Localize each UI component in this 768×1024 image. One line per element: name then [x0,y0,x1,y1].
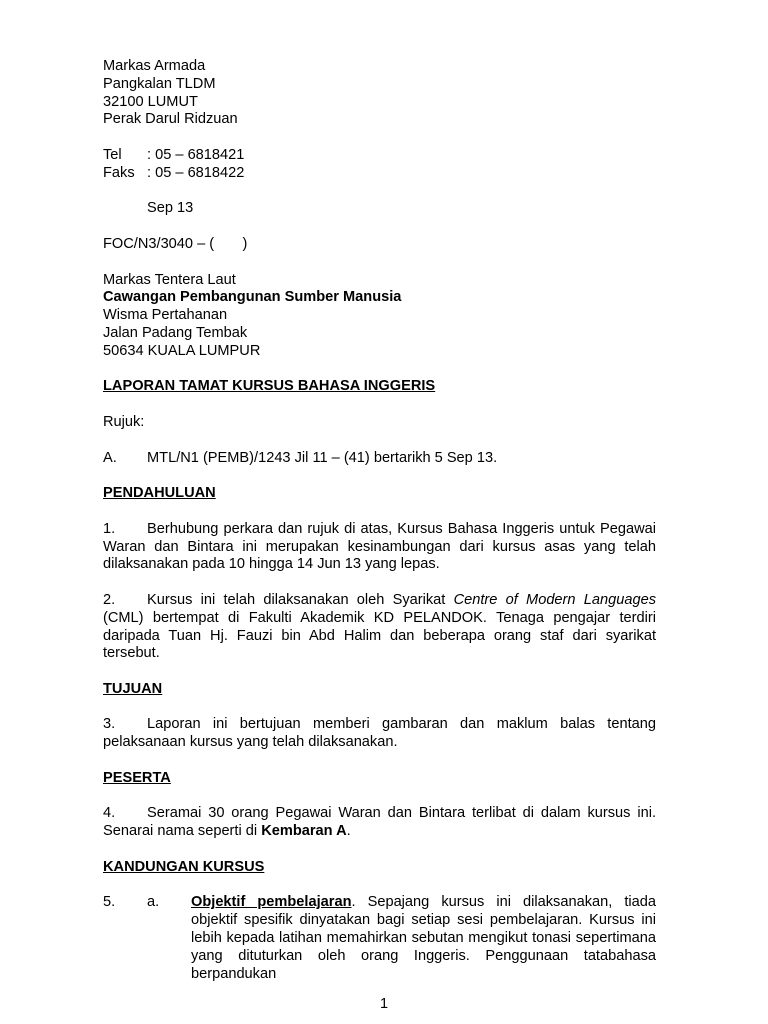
paragraph-5 [103,894,656,983]
company-name: Centre of Modern Languages [453,591,656,608]
subparagraph-label: a. [147,894,160,911]
paragraph-number: 3. [103,716,116,733]
paragraph-text: Seramai 30 orang Pegawai Waran dan Bintara terlibat di dalam kursus ini. Senarai nama seperti di [103,805,656,840]
paragraph-text: Laporan ini bertujuan memberi gambaran dan maklum balas tentang pelaksanaan kursus yang telah dilaksanakan. [103,716,656,751]
tel-value: : 05 – 6818421 [147,146,245,163]
subparagraph-a [147,894,656,983]
sender-address [103,58,656,129]
recipient-line: Wisma Pertahanan [103,307,228,324]
subparagraph-text: . Sepajang kursus ini dilaksanakan, tiada objektif spesifik dinyatakan bagi setiap sesi pembelajaran. Kursus ini lebih kepada latihan memahirkan sebutan mengikut tonasi sepertimana yang dituturkan oleh orang Inggeris. Penggunaan tatabahasa berpandukan [191,894,656,982]
sender-line: Markas Armada [103,58,206,74]
letter-page [103,58,656,983]
subject-heading: LAPORAN TAMAT KURSUS BAHASA INGGERIS [103,378,436,395]
tel-label: Tel [103,146,122,163]
paragraph-1 [103,521,656,574]
recipient-line: Jalan Padang Tembak [103,324,248,341]
recipient-line: Markas Tentera Laut [103,271,236,288]
paragraph-number: 4. [103,805,116,822]
paragraph-number: 5. [103,894,116,911]
paragraph-text: Kursus ini telah dilaksanakan oleh Syarikat [147,591,454,608]
rujuk-label: Rujuk: [103,413,145,430]
subparagraph-body [191,894,656,983]
attachment-reference: Kembaran A [261,823,347,840]
page-number: 1 [379,996,389,1012]
fax-label: Faks [103,164,135,181]
recipient-line: Cawangan Pembangunan Sumber Manusia [103,289,402,306]
paragraph-2 [103,592,656,663]
paragraph-text: . [346,823,351,840]
contact-block [103,147,656,183]
paragraph-text: Berhubung perkara dan rujuk di atas, Kursus Bahasa Inggeris untuk Pegawai Waran dan Bintara ini merupakan kesinambungan dari kursus asas yang telah dilaksanakan pada 10 hingga 14 Jun 13 yang lepas. [103,520,656,573]
recipient-address [103,272,656,361]
section-heading-pendahuluan: PENDAHULUAN [103,485,216,502]
file-reference: FOC/N3/3040 – ( ) [103,235,248,252]
sender-line: 32100 LUMUT [103,93,198,110]
section-heading-peserta: PESERTA [103,769,171,786]
paragraph-number: 2. [103,591,116,608]
rujuk-item [103,450,656,468]
paragraph-number: 1. [103,520,116,537]
sender-line: Perak Darul Ridzuan [103,111,238,128]
paragraph-text: (CML) bertempat di Fakulti Akademik KD PELANDOK. Tenaga pengajar terdiri daripada Tuan Hj. Fauzi bin Abd Halim dan beberapa orang staf dari syarikat tersebut. [103,609,656,662]
rujuk-item-text: MTL/N1 (PEMB)/1243 Jil 11 – (41) bertarikh 5 Sep 13. [147,449,498,466]
section-heading-tujuan: TUJUAN [103,680,163,697]
letter-date: Sep 13 [147,200,194,217]
paragraph-4 [103,805,656,841]
sender-line: Pangkalan TLDM [103,75,216,92]
paragraph-3 [103,716,656,752]
subparagraph-title: Objektif pembelajaran [191,894,352,911]
section-heading-kandungan: KANDUNGAN KURSUS [103,858,265,875]
recipient-line: 50634 KUALA LUMPUR [103,342,261,359]
rujuk-item-label: A. [103,449,117,466]
fax-value: : 05 – 6818422 [147,164,245,181]
